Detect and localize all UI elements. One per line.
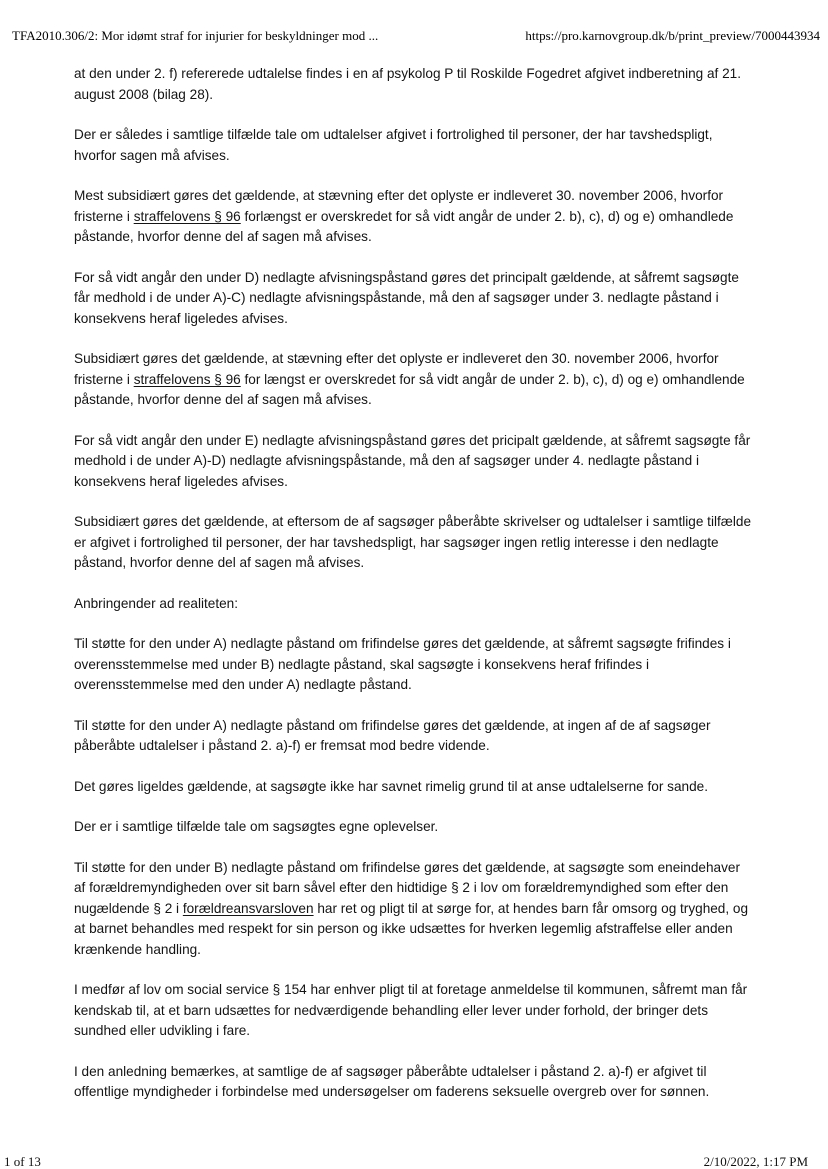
paragraph: Til støtte for den under A) nedlagte påstand om frifindelse gøres det gældende, at ingen af de af sagsøger påberåbte udtalelser i påstand 2. a)-f) er fremsat mod bedre vidende. <box>74 717 711 753</box>
paragraph: at den under 2. f) refererede udtalelse findes i en af psykolog P til Roskilde Fogedret afgivet indberetning af 21. august 2008 (bilag 28). <box>74 66 742 102</box>
paragraph: Der er i samtlige tilfælde tale om sagsøgtes egne oplevelser. <box>74 819 439 834</box>
paragraph-text: for længst er overskredet for så vidt angår de under 2. b), c), d) og e) omhandlende påstande, hvorfor denne del af sagen må afvises. <box>74 371 745 407</box>
statute-link-foraeldreansvarsloven[interactable]: forældreansvarsloven <box>182 900 314 916</box>
document-body <box>74 64 754 1123</box>
paragraph <box>74 186 754 248</box>
print-header <box>12 28 820 46</box>
paragraph: Det gøres ligeldes gældende, at sagsøgte ikke har savnet rimelig grund til at anse udtalelserne for sande. <box>74 778 708 794</box>
paragraph: For så vidt angår den under D) nedlagte afvisningspåstand gøres det principalt gældende, at såfremt sagsøgte får medhold i de under A)-C) nedlagte afvisningspåstande, må den af sagsøger under 3. nedlagte påstand i konsekvens heraf ligeledes afvises. <box>74 269 739 326</box>
paragraph <box>74 349 754 411</box>
paragraph: Til støtte for den under A) nedlagte påstand om frifindelse gøres det gældende, at såfremt sagsøgte frifindes i overensstemmelse med under B) nedlagte påstand, skal sagsøgte i konsekvens heraf frifindes i overensstemmelse med den under A) nedlagte påstand. <box>74 636 731 692</box>
document-title: TFA2010.306/2: Mor idømt straf for injurier for beskyldninger mod ... <box>12 28 379 43</box>
paragraph: I den anledning bemærkes, at samtlige de af sagsøger påberåbte udtalelser i påstand 2. a)-f) er afgivet til offentlige myndigheder i forbindelse med undersøgelser om faderens seksuelle overgreb over for sønnen. <box>74 1063 710 1099</box>
print-footer <box>0 1150 828 1169</box>
paragraph-text: Mest subsidiært gøres det gældende, at stævning efter det oplyste er indleveret 30. november 2006, hvorfor fristerne i <box>74 188 724 224</box>
statute-link-straffeloven-96[interactable]: straffelovens § 96 <box>133 371 241 387</box>
paragraph: Subsidiært gøres det gældende, at eftersom de af sagsøger påberåbte skrivelser og udtalelser i samtlige tilfælde er afgivet i fortrolighed til personer, der har tavshedspligt, har sagsøger ingen retlig interesse i den nedlagte påstand, hvorfor denne del af sagen må afvises. <box>74 514 752 570</box>
paragraph-text: forlængst er overskredet for så vidt angår de under 2. b), c), d) og e) omhandlede påstande, hvorfor denne del af sagen må afvises. <box>74 208 734 244</box>
paragraph-text: Til støtte for den under B) nedlagte påstand om frifindelse gøres det gældende, at sagsøgte som eneindehaver af forældremyndigheden over sit barn såvel efter den hidtidige § 2 i lov om forældremyndighed som efter den nugældende § 2 i <box>74 859 740 916</box>
paragraph: For så vidt angår den under E) nedlagte afvisningspåstand gøres det pricipalt gældende, at såfremt sagsøgte får medhold i de under A)-D) nedlagte afvisningspåstande, må den af sagsøger under 4. nedlagte påstand i konsekvens heraf ligeledes afvises. <box>74 432 751 489</box>
paragraph <box>74 858 754 961</box>
paragraph: I medfør af lov om social service § 154 har enhver pligt til at foretage anmeldelse til kommunen, såfremt man får kendskab til, at et barn udsættes for nedværdigende behandling eller lever under forhold, der bringer dets sundhed eller udvikling i fare. <box>74 982 748 1038</box>
paragraph-text: Subsidiært gøres det gældende, at stævning efter det oplyste er indleveret den 30. november 2006, hvorfor fristerne i <box>74 351 719 387</box>
paragraph-text: har ret og pligt til at sørge for, at hendes barn får omsorg og tryghed, og at barnet behandles med respekt for sin person og ikke udsættes for hverken legemlig afstraffelse eller anden krænkende handling. <box>74 900 749 957</box>
document-url: https://pro.karnovgroup.dk/b/print_preview/7000443934 <box>525 28 820 43</box>
paragraph: Der er således i samtlige tilfælde tale om udtalelser afgivet i fortrolighed til personer, der har tavshedspligt, hvorfor sagen må afvises. <box>74 127 713 163</box>
section-heading: Anbringender ad realiteten: <box>74 595 238 611</box>
print-timestamp: 2/10/2022, 1:17 PM <box>703 1154 808 1169</box>
statute-link-straffeloven-96[interactable]: straffelovens § 96 <box>133 208 241 224</box>
page-counter: 1 of 13 <box>4 1154 41 1169</box>
